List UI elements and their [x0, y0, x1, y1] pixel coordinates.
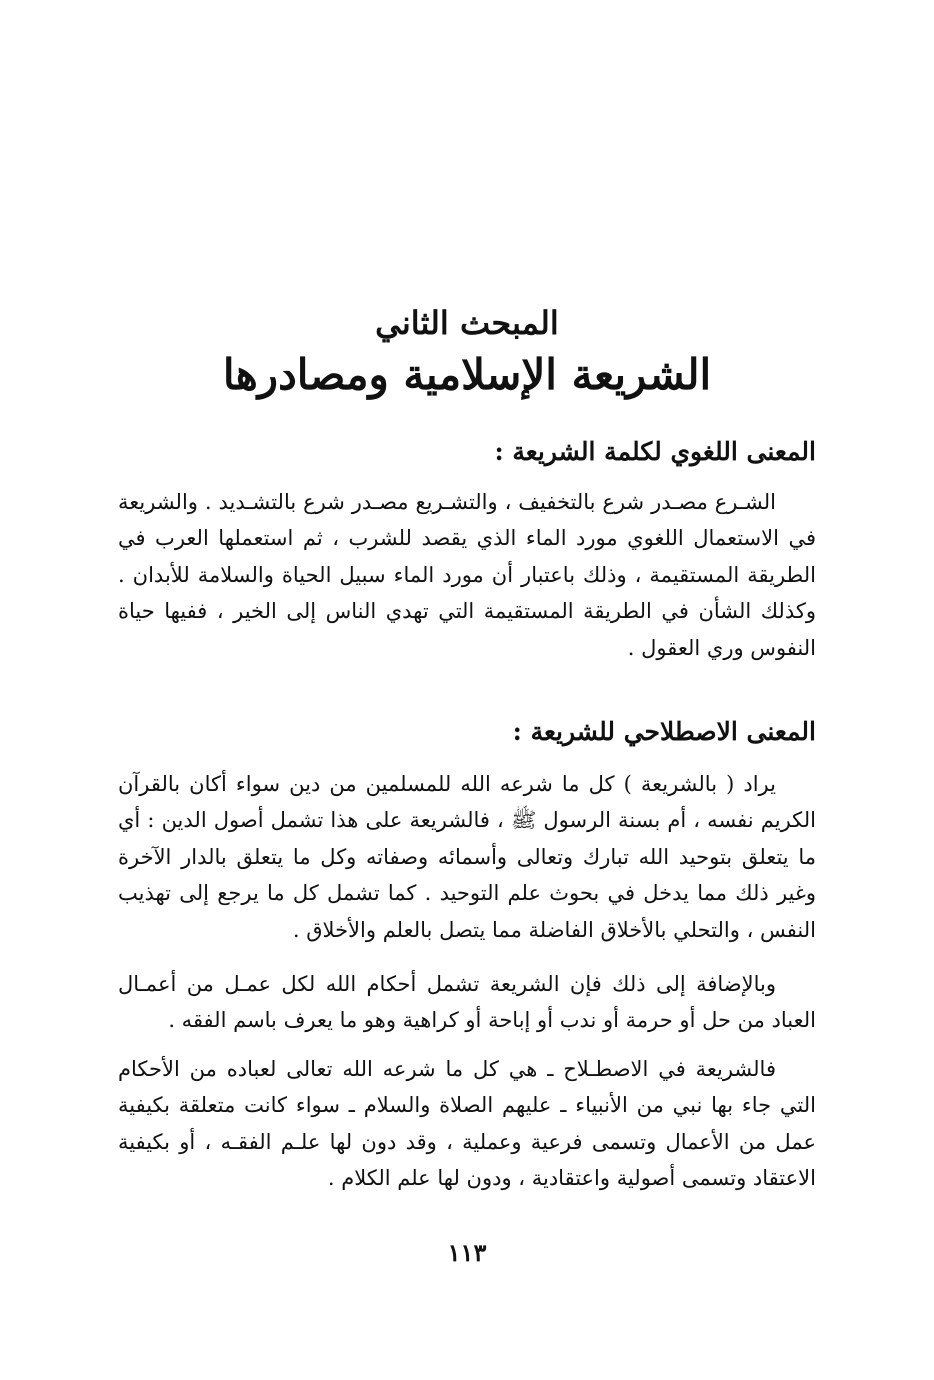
paragraph-linguistic: الشـرع مصـدر شرع بالتخفيف ، والتشـريع مصـدر شرع بالتشـديد . والشريعة في الاستعمال اللغوي مورد الماء الذي يقصد للشرب ، ثم استعملها العرب في الطريقة المستقيمة ، وذلك باعتبار أن مورد الماء سبيل الحياة والسلامة للأبدان . وكذلك الشأن في الطريقة المستقيمة التي تهدي الناس إلى الخير ، ففيها حياة النفوس وري العقول .: [118, 490, 816, 660]
page-number: ١١٣: [447, 1238, 487, 1267]
title-block: [0, 300, 934, 406]
section-heading-linguistic: المعنى اللغوي لكلمة الشريعة :: [494, 437, 816, 466]
section-terminological: [118, 710, 816, 1196]
section-linguistic: [118, 430, 816, 666]
paragraph-summary: فالشريعة في الاصطـلاح ـ هي كل ما شرعه الله تعالى لعباده من الأحكام التي جاء بها نبي من الأنبياء ـ عليهم الصلاة والسلام ـ سواء كانت متعلقة بكيفية عمل من الأعمال وتسمى فرعية وعملية ، وقد دون لها علـم الفقـه ، أو بكيفية الاعتقاد وتسمى أصولية واعتقادية ، ودون لها علم الكلام .: [118, 1056, 816, 1191]
chapter-label: المبحث الثاني: [375, 304, 559, 342]
paragraph-addition: وبالإضافة إلى ذلك فإن الشريعة تشمل أحكام الله لكل عمـل من أعمـال العباد من حل أو حرمة أو ندب أو إباحة أو كراهية وهو ما يعرف باسم الفقه .: [118, 972, 816, 1033]
chapter-title: الشريعة الإسلامية ومصادرها: [222, 350, 712, 399]
section-heading-terminological: المعنى الاصطلاحي للشريعة :: [512, 717, 816, 746]
paragraph-definition: يراد ( بالشريعة ) كل ما شرعه الله للمسلمين من دين سواء أكان بالقرآن الكريم نفسه ، أم بسنة الرسول ﷺ ، فالشريعة على هذا تشمل أصول الدين : أي ما يتعلق بتوحيد الله تبارك وتعالى وأسمائه وصفاته وكل ما يتعلق بالدار الآخرة وغير ذلك مما يدخل في بحوث علم التوحيد . كما تشمل كل ما يرجع إلى تهذيب النفس ، والتحلي بالأخلاق الفاضلة مما يتصل بالعلم والأخلاق .: [118, 772, 816, 942]
